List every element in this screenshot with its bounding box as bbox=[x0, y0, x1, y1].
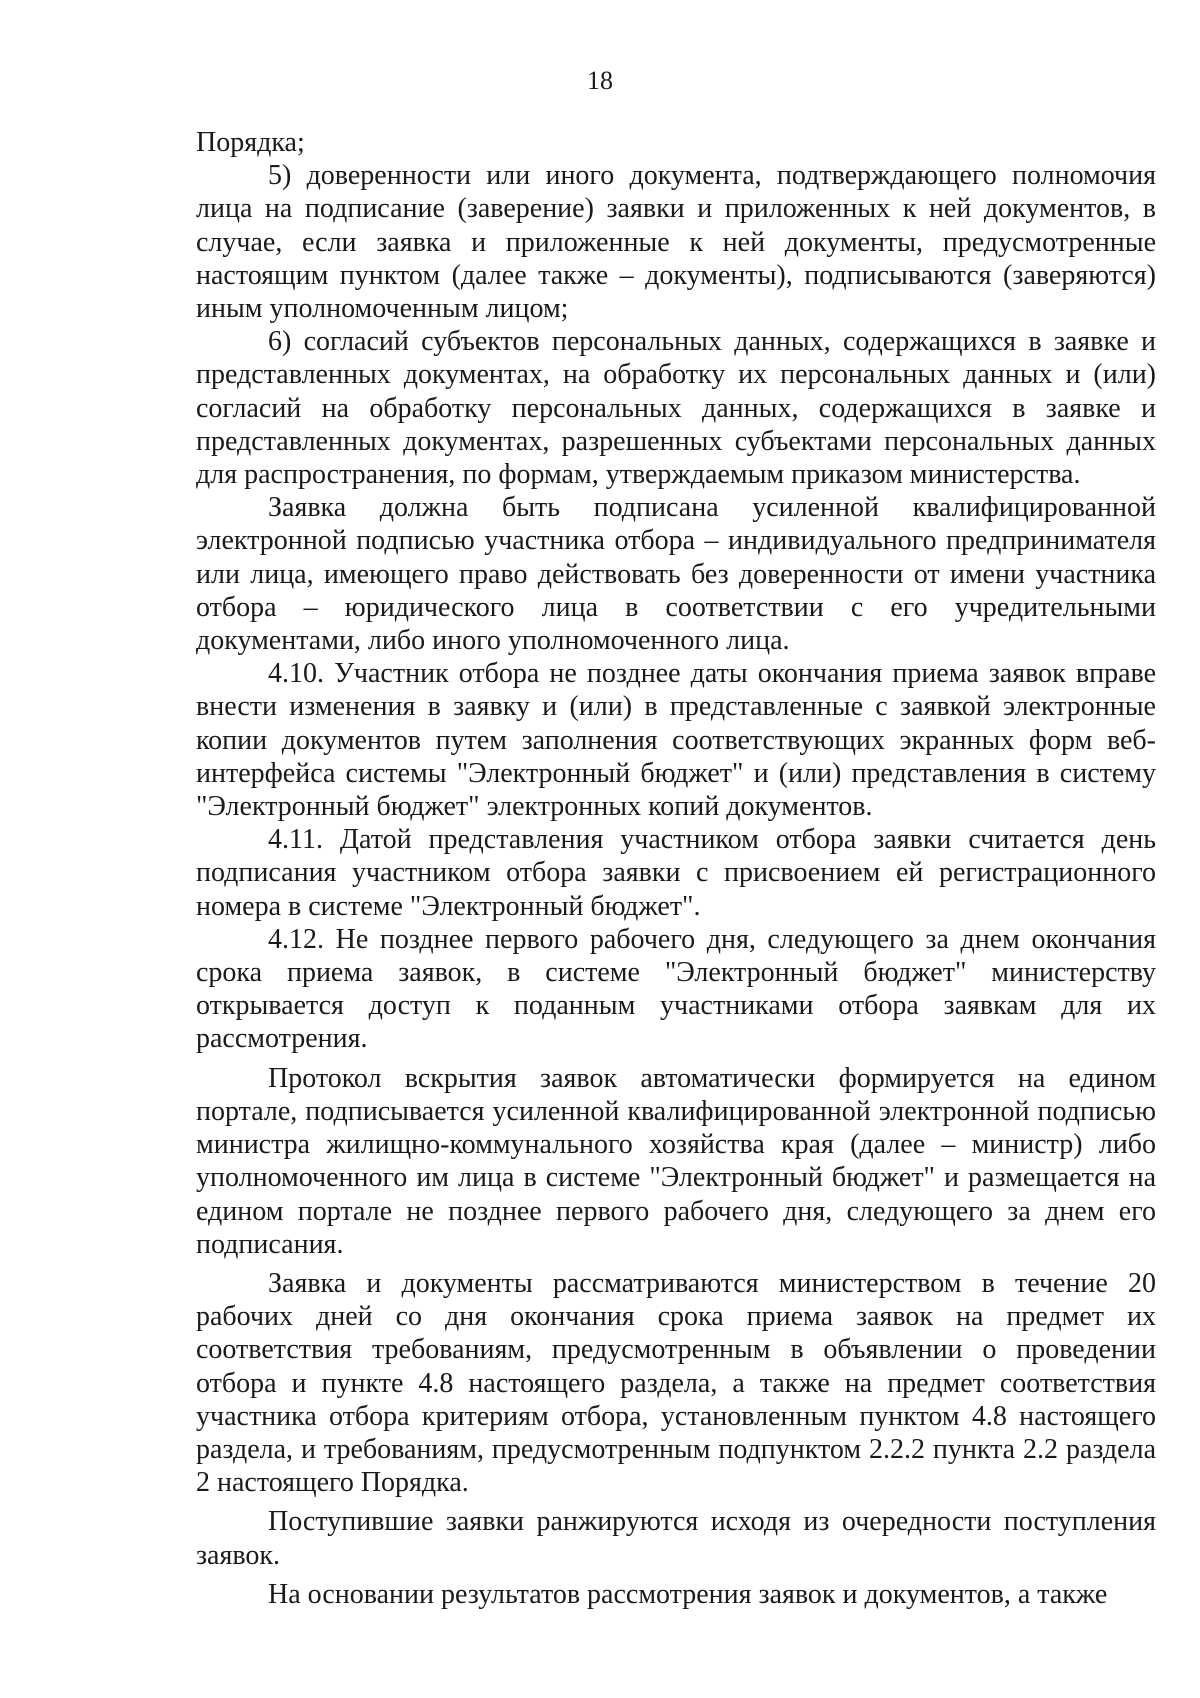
paragraph-ranking: Поступившие заявки ранжируются исходя из очередности поступления заявок. bbox=[196, 1506, 1156, 1571]
document-body bbox=[196, 126, 1156, 1611]
paragraph-review-period: Заявка и документы рассматриваются министерством в течение 20 рабочих дней со дня окончания срока приема заявок на предмет их соответствия требованиям, предусмотренным в объявлении о проведении отбора и пункте 4.8 настоящего раздела, а также на предмет соответствия участника отбора критериям отбора, установленным пунктом 4.8 настоящего раздела, и требованиям, предусмотренным подпунктом 2.2.2 пункта 2.2 раздела 2 настоящего Порядка. bbox=[196, 1267, 1156, 1499]
paragraph-continuation: Порядка; bbox=[196, 127, 305, 158]
page-number: 18 bbox=[587, 66, 613, 95]
paragraph-opening-protocol: Протокол вскрытия заявок автоматически формируется на едином портале, подписывается усиленной квалифицированной электронной подписью министра жилищно-коммунального хозяйства края (далее – министр) либо уполномоченного им лица в системе "Электронный бюджет" и размещается на едином портале не позднее первого рабочего дня, следующего за днем его подписания. bbox=[196, 1062, 1156, 1260]
paragraph-results-basis: На основании результатов рассмотрения заявок и документов, а также bbox=[268, 1578, 1108, 1610]
paragraph-item-6: 6) согласий субъектов персональных данных, содержащихся в заявке и представленных документах, на обработку их персональных данных и (или) согласий на обработку персональных данных, содержащихся в заявке и представленных документах, разрешенных субъектами персональных данных для распространения, по формам, утверждаемым приказом министерства. bbox=[196, 326, 1156, 491]
paragraph-item-5: 5) доверенности или иного документа, подтверждающего полномочия лица на подписание (заверение) заявки и приложенных к ней документов, в случае, если заявка и приложенные к ней документы, предусмотренные настоящим пунктом (далее также – документы), подписываются (заверяются) иным уполномоченным лицом; bbox=[196, 160, 1156, 325]
paragraph-4-12: 4.12. Не позднее первого рабочего дня, следующего за днем окончания срока приема заявок, в системе "Электронный бюджет" министерству открывается доступ к поданным участниками отбора заявкам для их рассмотрения. bbox=[196, 923, 1156, 1055]
paragraph-signature-requirement: Заявка должна быть подписана усиленной квалифицированной электронной подписью участника отбора – индивидуального предпринимателя или лица, имеющего право действовать без доверенности от имени участника отбора – юридического лица в соответствии с его учредительными документами, либо иного уполномоченного лица. bbox=[196, 492, 1156, 657]
paragraph-4-11: 4.11. Датой представления участником отбора заявки считается день подписания участником отбора заявки с присвоением ей регистрационного номера в системе "Электронный бюджет". bbox=[196, 824, 1156, 922]
paragraph-4-10: 4.10. Участник отбора не позднее даты окончания приема заявок вправе внести изменения в заявку и (или) в представленные с заявкой электронные копии документов путем заполнения соответствующих экранных форм веб-интерфейса системы "Электронный бюджет" и (или) представления в систему "Электронный бюджет" электронных копий документов. bbox=[196, 658, 1156, 823]
